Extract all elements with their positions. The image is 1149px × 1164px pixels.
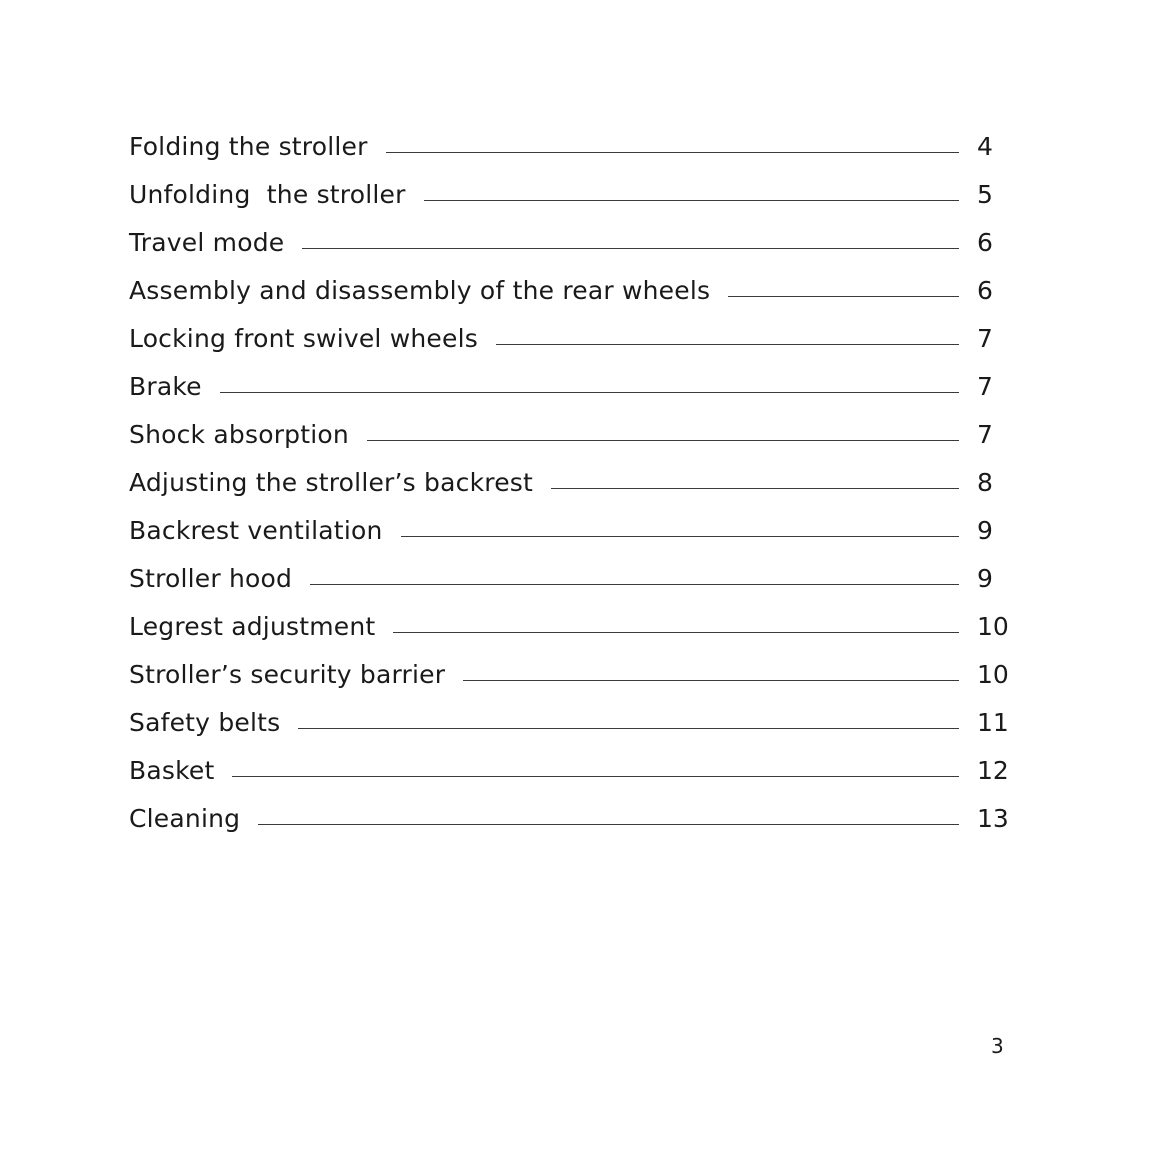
toc-entry-title: Brake [129, 372, 202, 401]
toc-leader-line [728, 296, 959, 297]
toc-entry-title: Assembly and disassembly of the rear wheels [129, 276, 711, 305]
toc-entry[interactable] [129, 738, 1009, 786]
toc-entry[interactable] [129, 258, 1009, 306]
toc-entry-page: 12 [977, 756, 1009, 785]
toc-leader-line [220, 392, 959, 393]
toc-leader-line [302, 248, 959, 249]
toc-leader-line [258, 824, 959, 825]
toc-entry[interactable] [129, 546, 1009, 594]
toc-entry-title: Locking front swivel wheels [129, 324, 478, 353]
toc-entry-title: Cleaning [129, 804, 241, 833]
toc-entry[interactable] [129, 114, 1009, 162]
toc-entry-page: 11 [977, 708, 1009, 737]
table-of-contents [129, 114, 1009, 834]
toc-leader-line [367, 440, 959, 441]
toc-entry-page: 9 [977, 516, 993, 545]
toc-entry-page: 4 [977, 132, 993, 161]
toc-entry[interactable] [129, 402, 1009, 450]
toc-entry[interactable] [129, 498, 1009, 546]
toc-entry-page: 7 [977, 372, 993, 401]
toc-entry-title: Legrest adjustment [129, 612, 376, 641]
toc-leader-line [232, 776, 959, 777]
toc-entry-page: 6 [977, 228, 993, 257]
toc-entry-title: Unfolding the stroller [129, 180, 406, 209]
toc-leader-line [401, 536, 960, 537]
page-number: 3 [991, 1034, 1004, 1058]
toc-entry[interactable] [129, 162, 1009, 210]
toc-entry-title: Safety belts [129, 708, 281, 737]
toc-entry[interactable] [129, 210, 1009, 258]
toc-entry-page: 8 [977, 468, 993, 497]
toc-entry-title: Backrest ventilation [129, 516, 383, 545]
toc-entry[interactable] [129, 594, 1009, 642]
toc-leader-line [298, 728, 959, 729]
toc-leader-line [393, 632, 959, 633]
toc-entry-title: Shock absorption [129, 420, 349, 449]
toc-leader-line [310, 584, 959, 585]
toc-entry-page: 13 [977, 804, 1009, 833]
toc-leader-line [463, 680, 959, 681]
toc-entry-title: Basket [129, 756, 215, 785]
toc-entry-page: 5 [977, 180, 993, 209]
toc-entry[interactable] [129, 354, 1009, 402]
toc-entry-page: 7 [977, 420, 993, 449]
toc-entry-title: Stroller hood [129, 564, 293, 593]
toc-entry-page: 10 [977, 660, 1009, 689]
toc-entry[interactable] [129, 690, 1009, 738]
toc-entry[interactable] [129, 450, 1009, 498]
toc-entry-page: 10 [977, 612, 1009, 641]
toc-leader-line [424, 200, 959, 201]
toc-entry-page: 6 [977, 276, 993, 305]
toc-entry-page: 9 [977, 564, 993, 593]
toc-entry[interactable] [129, 642, 1009, 690]
toc-entry-title: Stroller’s security barrier [129, 660, 446, 689]
toc-entry-title: Adjusting the stroller’s backrest [129, 468, 533, 497]
toc-entry-title: Travel mode [129, 228, 285, 257]
toc-entry[interactable] [129, 306, 1009, 354]
toc-entry-page: 7 [977, 324, 993, 353]
toc-leader-line [496, 344, 959, 345]
toc-leader-line [551, 488, 959, 489]
toc-leader-line [386, 152, 959, 153]
toc-entry[interactable] [129, 786, 1009, 834]
toc-entry-title: Folding the stroller [129, 132, 368, 161]
